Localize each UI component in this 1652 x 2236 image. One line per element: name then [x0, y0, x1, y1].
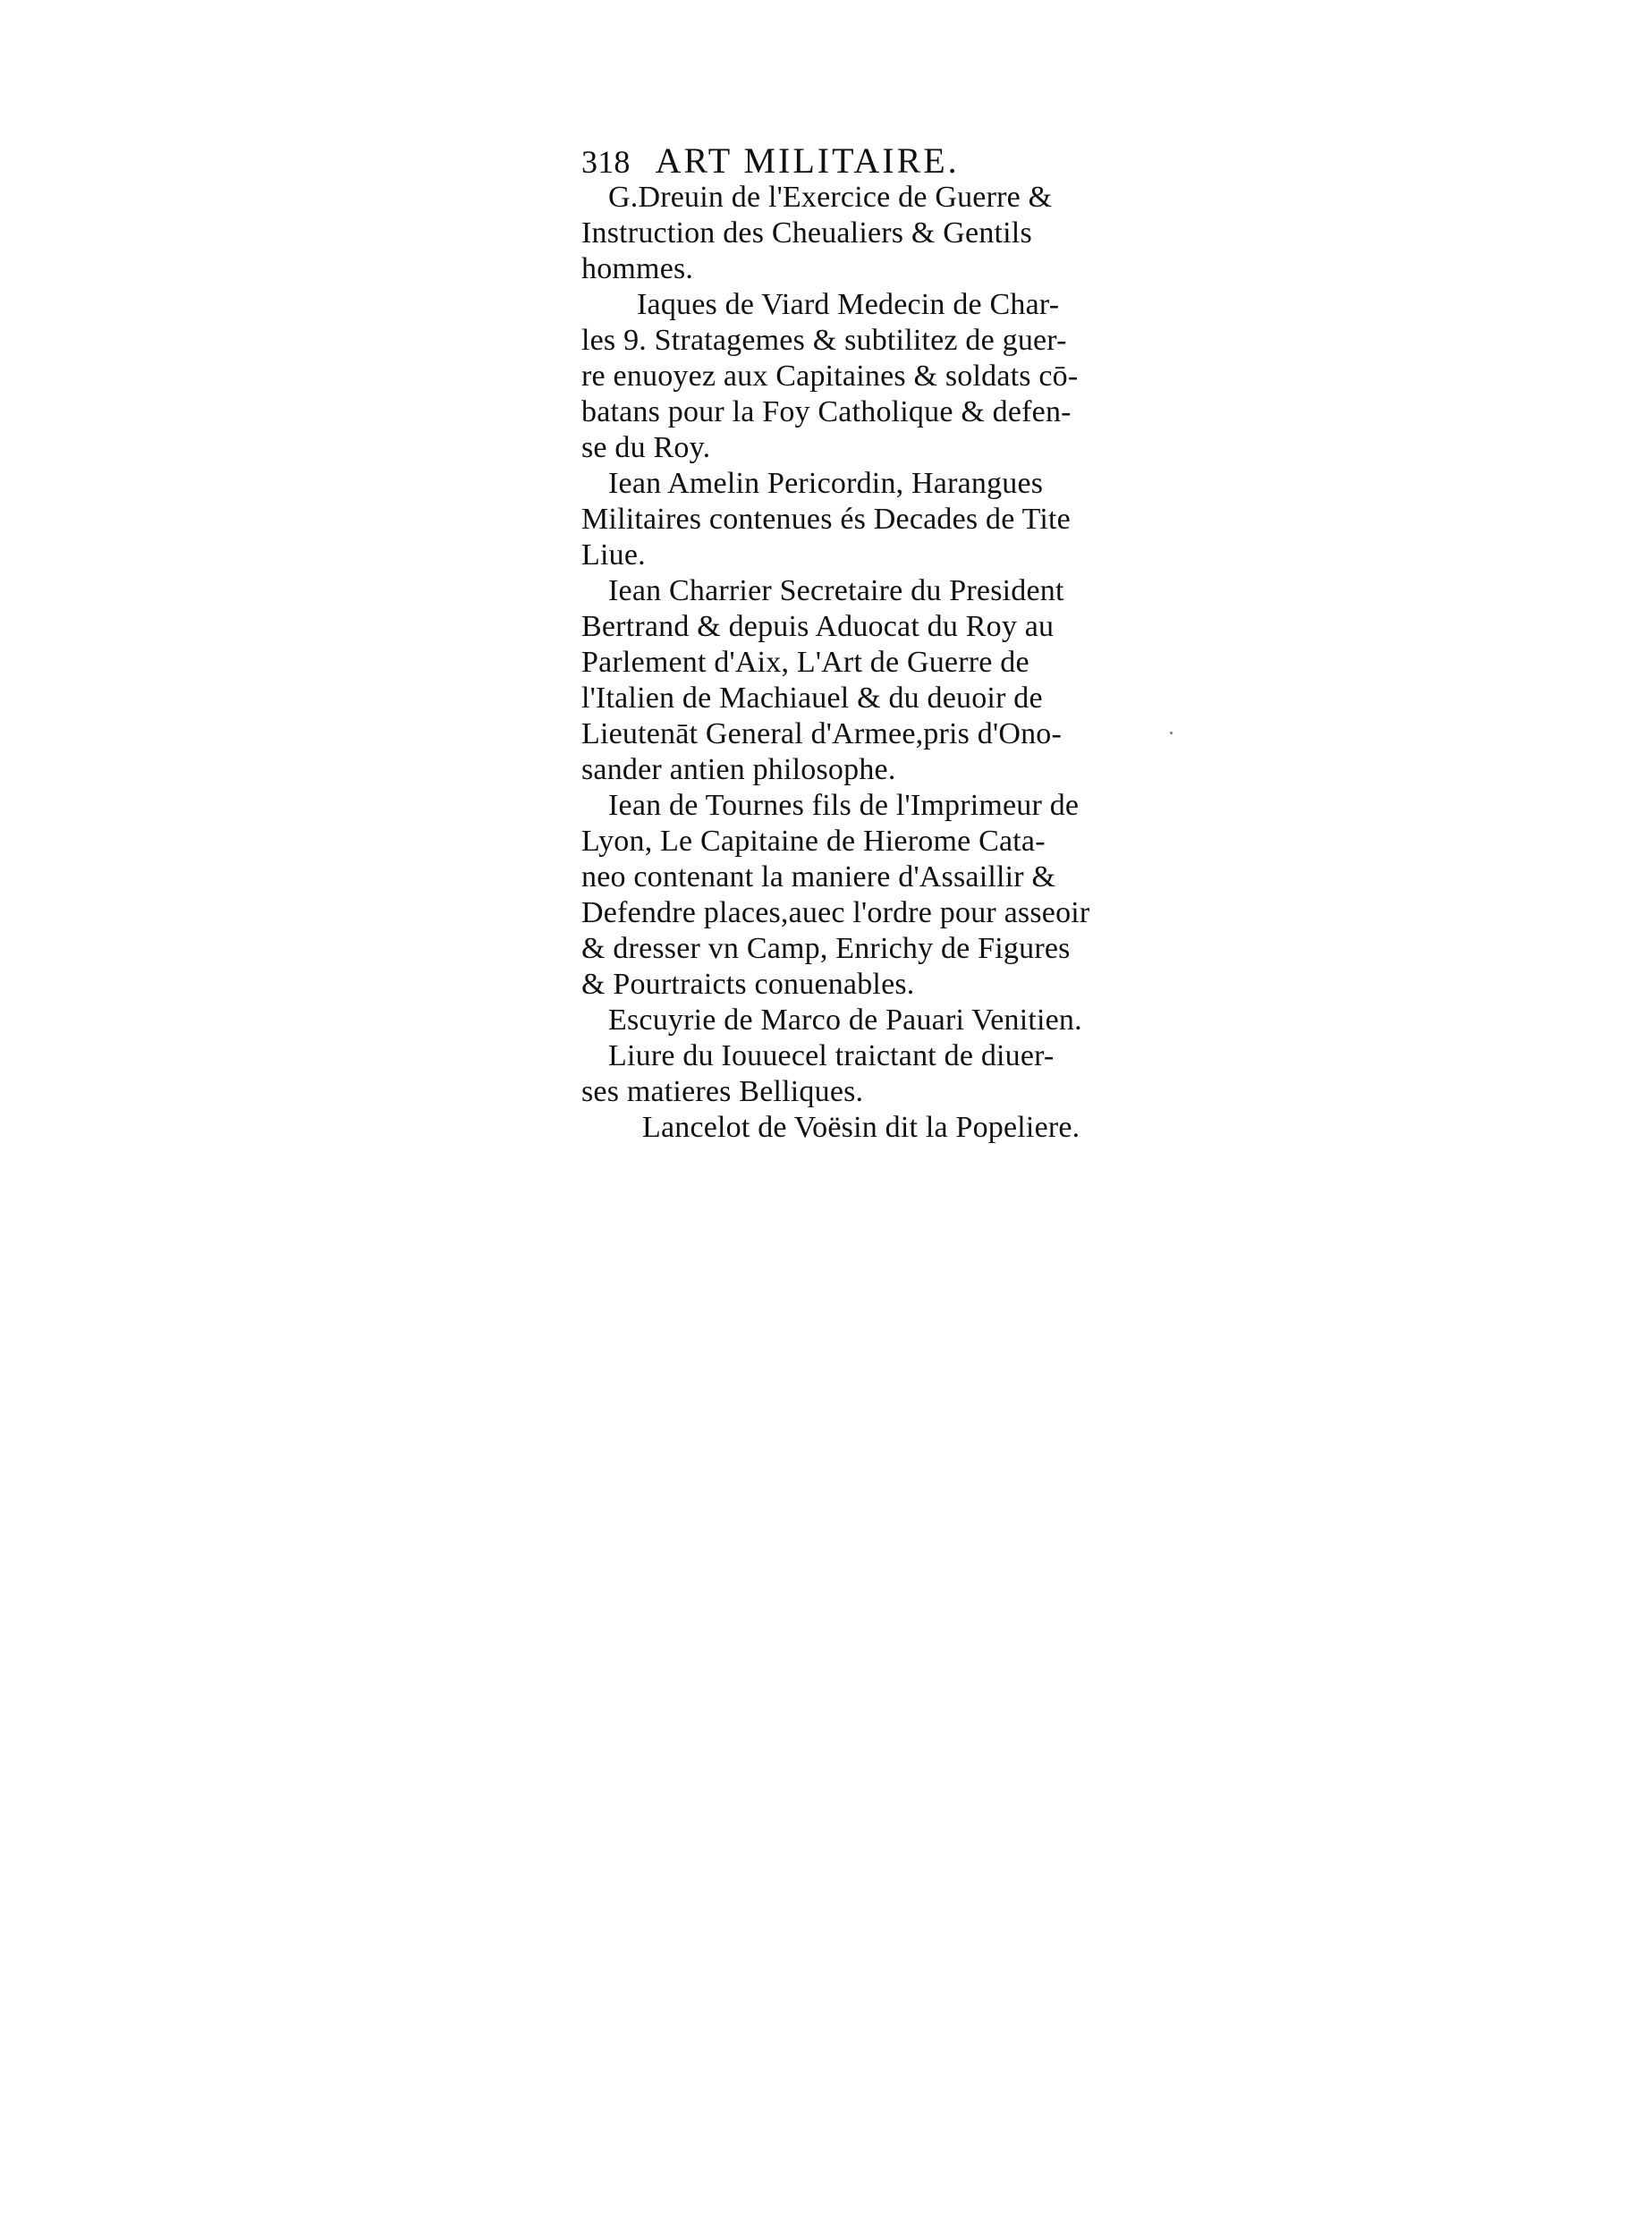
page-header: [581, 140, 1118, 181]
text-line: Iean de Tournes fils de l'Imprimeur de: [608, 789, 1080, 822]
text-line: Iean Amelin Pericordin, Harangues: [608, 467, 1044, 500]
text-line: hommes.: [581, 252, 694, 285]
text-line: Parlement d'Aix, L'Art de Guerre de: [581, 646, 1029, 679]
text-line: Lyon, Le Capitaine de Hierome Cata-: [581, 825, 1046, 858]
text-line: & dresser vn Camp, Enrichy de Figures: [581, 932, 1071, 965]
text-line: Instruction des Cheualiers & Gentils: [581, 216, 1032, 250]
text-line: Defendre places,auec l'ordre pour asseoir: [581, 896, 1090, 929]
text-line: Escuyrie de Marco de Pauari Venitien.: [608, 1004, 1082, 1037]
text-line: sander antien philosophe.: [581, 753, 896, 786]
text-line: Lancelot de Voësin dit la Popeliere.: [642, 1111, 1080, 1144]
text-line: Iaques de Viard Medecin de Char-: [637, 288, 1060, 321]
text-line: G.Dreuin de l'Exercice de Guerre &: [608, 181, 1053, 214]
text-line: ses matieres Belliques.: [581, 1075, 864, 1108]
text-line: se du Roy.: [581, 431, 711, 464]
print-speck: [1170, 732, 1173, 734]
running-head: ART MILITAIRE.: [655, 140, 960, 181]
text-line: Iean Charrier Secretaire du President: [608, 574, 1064, 607]
text-line: batans pour la Foy Catholique & defen-: [581, 395, 1072, 428]
text-line: Militaires contenues és Decades de Tite: [581, 503, 1071, 536]
text-line: Liure du Iouuecel traictant de diuer-: [608, 1039, 1055, 1072]
page-number: 318: [581, 144, 631, 180]
text-lines: [581, 180, 1118, 1146]
text-line: l'Italien de Machiauel & du deuoir de: [581, 682, 1043, 715]
text-line: Bertrand & depuis Aduocat du Roy au: [581, 610, 1055, 643]
text-line: re enuoyez aux Capitaines & soldats cō-: [581, 360, 1079, 393]
text-line: Liue.: [581, 538, 646, 572]
page-text-block: [581, 140, 1118, 1146]
text-line: les 9. Stratagemes & subtilitez de guer-: [581, 324, 1067, 357]
text-line: Lieutenāt General d'Armee,pris d'Ono-: [581, 717, 1063, 750]
text-line: & Pourtraicts conuenables.: [581, 968, 915, 1001]
text-line: neo contenant la maniere d'Assaillir &: [581, 860, 1056, 894]
